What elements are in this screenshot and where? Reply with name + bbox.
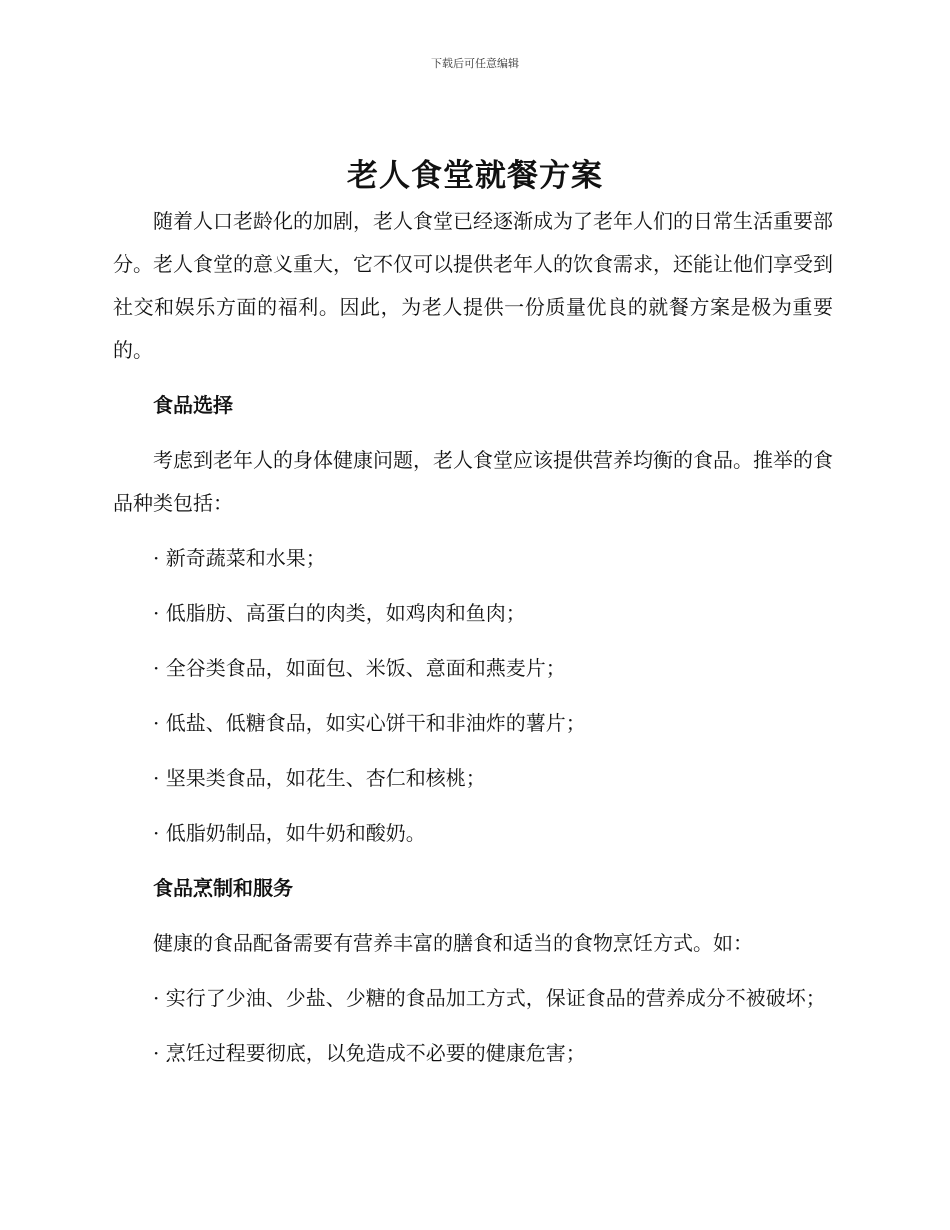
list-item: · 烹饪过程要彻底，以免造成不必要的健康危害； xyxy=(153,1041,586,1065)
list-item: · 实行了少油、少盐、少糖的食品加工方式，保证食品的营养成分不被破坏； xyxy=(153,986,826,1010)
section-heading-food-selection: 食品选择 xyxy=(153,393,233,417)
list-item: · 低脂奶制品，如牛奶和酸奶。 xyxy=(153,821,426,845)
section-heading-cooking-service: 食品烹制和服务 xyxy=(153,876,293,900)
list-item: · 全谷类食品，如面包、米饭、意面和燕麦片； xyxy=(153,656,566,680)
list-item: · 低盐、低糖食品，如实心饼干和非油炸的薯片； xyxy=(153,711,586,735)
list-item: · 新奇蔬菜和水果； xyxy=(153,546,326,570)
cooking-service-paragraph: 健康的食品配备需要有营养丰富的膳食和适当的食物烹饪方式。如： xyxy=(153,931,753,955)
intro-paragraph: 随着人口老龄化的加剧，老人食堂已经逐渐成为了老年人们的日常生活重要部分。老人食堂的意义重大，它不仅可以提供老年人的饮食需求，还能让他们享受到社交和娱乐方面的福利。因此，为老人提供一份质量优良的就餐方案是极为重要的。 xyxy=(113,209,833,362)
list-item: · 坚果类食品，如花生、杏仁和核桃； xyxy=(153,766,486,790)
list-item: · 低脂肪、高蛋白的肉类，如鸡肉和鱼肉； xyxy=(153,601,526,625)
document-body xyxy=(113,200,833,1075)
header-note: 下载后可任意编辑 xyxy=(431,57,519,70)
document-title: 老人食堂就餐方案 xyxy=(347,158,603,194)
food-selection-paragraph: 考虑到老年人的身体健康问题，老人食堂应该提供营养均衡的食品。推举的食品种类包括： xyxy=(113,448,833,515)
